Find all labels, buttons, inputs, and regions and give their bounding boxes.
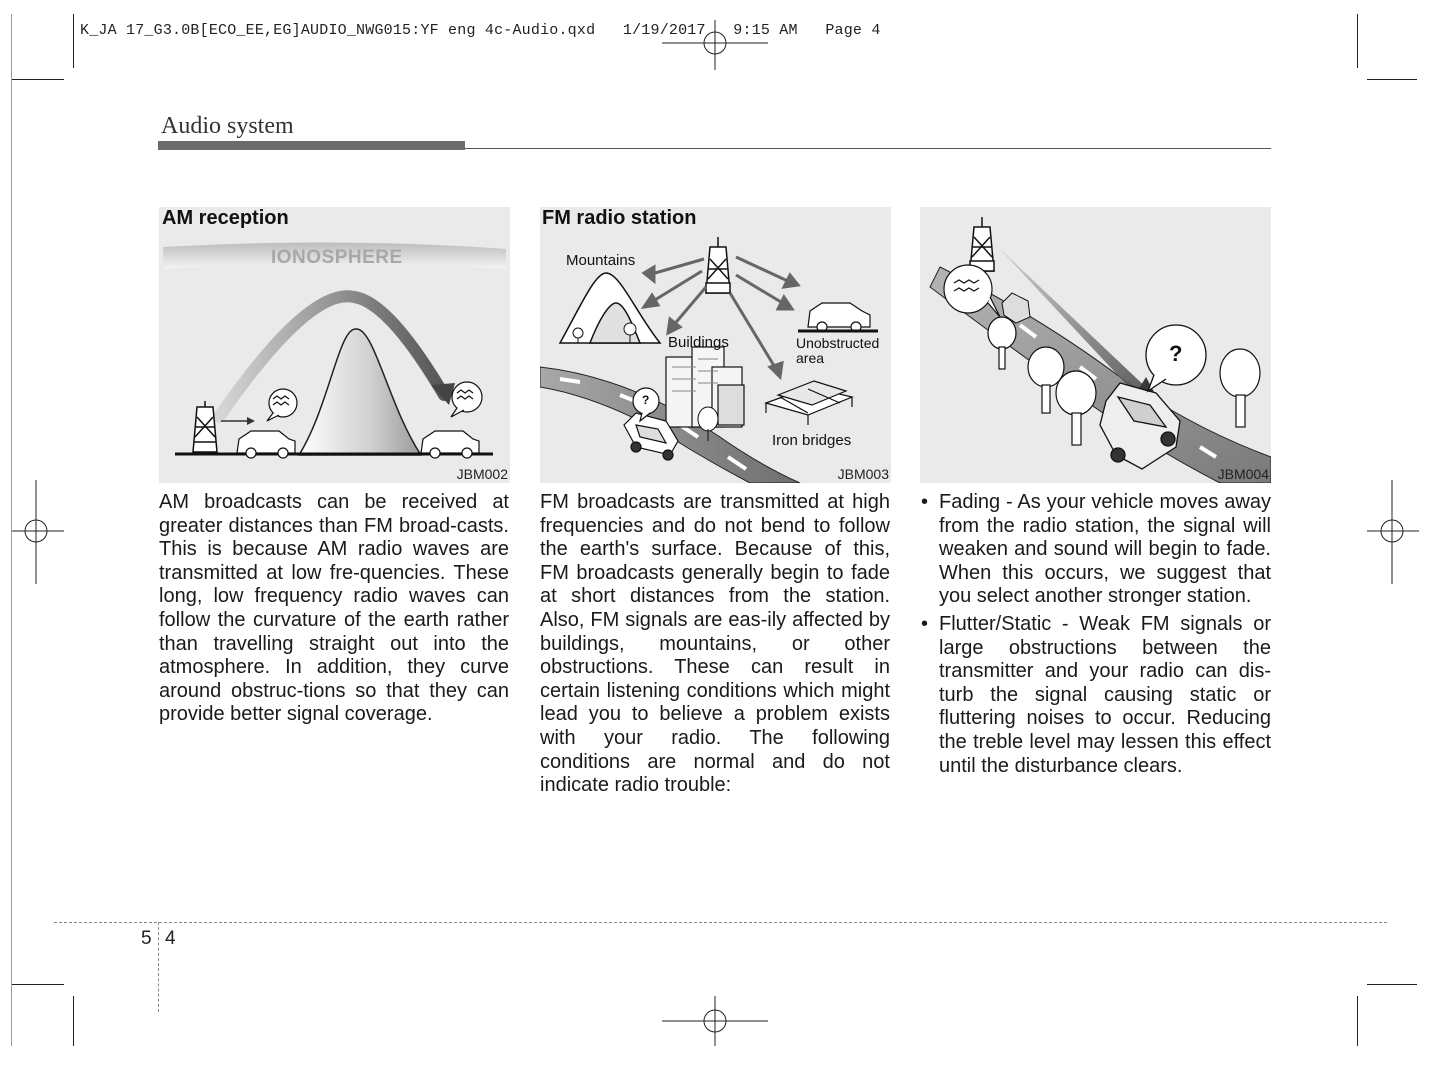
am-reception-paragraph: AM broadcasts can be received at greater distances than FM broad-casts. This is because AM radio waves are transmitted at low fre-quencies. These long, low frequency radio waves can follow the curvature of the earth rather than travelling straight out into the atmosphere. In addition, they curve around obstruc-tions so that they can provide better signal coverage. <box>159 491 509 726</box>
area-label: area <box>796 350 825 366</box>
fading-figure-code: JBM004 <box>1217 466 1269 482</box>
mountains-label: Mountains <box>566 252 636 269</box>
footer-dashed-divider <box>158 922 159 1012</box>
print-slug: K_JA 17_G3.0B[ECO_EE,EG]AUDIO_NWG015:YF eng 4c-Audio.qxd 1/19/2017 9:15 AM Page 4 <box>80 22 881 39</box>
fading-question-mark: ? <box>1169 341 1183 366</box>
crop-mark-top-right-h <box>1367 79 1417 80</box>
crop-mark-bottom-left-h <box>12 984 64 985</box>
fm-figure-title: FM radio station <box>542 207 697 229</box>
crop-mark-bottom-right-h <box>1367 984 1417 985</box>
crop-mark-top-left-h <box>12 79 64 80</box>
ionosphere-label: IONOSPHERE <box>271 247 403 268</box>
fading-illustration <box>920 207 1271 483</box>
fm-conditions-list <box>919 491 1271 782</box>
page-number: 4 <box>165 928 176 949</box>
registration-mark-left-icon <box>12 480 64 584</box>
am-reception-figure <box>159 207 510 483</box>
fm-radio-figure <box>540 207 891 483</box>
chapter-number: 5 <box>141 928 152 949</box>
am-figure-code: JBM002 <box>456 466 508 482</box>
crop-mark-bottom-left-v <box>73 996 74 1046</box>
registration-mark-bottom-icon <box>662 996 768 1046</box>
section-title: Audio system <box>161 113 294 139</box>
footer-dashed-rule <box>54 922 1387 923</box>
unobstructed-label: Unobstructed <box>796 335 880 351</box>
fading-figure <box>920 207 1271 483</box>
car-question-mark: ? <box>642 393 650 407</box>
fm-figure-code: JBM003 <box>837 466 889 482</box>
crop-mark-top-right-v <box>1357 14 1358 68</box>
registration-mark-top-icon <box>662 20 768 70</box>
list-item: • Fading - As your vehicle moves away from the radio station, the signal will weaken and sound will begin to fade. When this occurs, we suggest that you select another stronger station. <box>919 491 1271 609</box>
list-item: • Flutter/Static - Weak FM signals or large obstructions between the transmitter and your radio can dis-turb the signal causing static or fluttering noises to occur. Reducing the treble level may lessen this effect until the disturbance clears. <box>919 613 1271 778</box>
fm-radio-paragraph: FM broadcasts are transmitted at high frequencies and do not bend to follow the earth's surface. Because of this, FM broadcasts generally begin to fade at short distances from the station. Also, FM signals are eas-ily affected by buildings, mountains, or other obstructions. These can result in certain listening conditions which might lead you to believe a problem exists with your radio. The following conditions are normal and do not indicate radio trouble: <box>540 491 890 797</box>
crop-mark-top-left-v <box>73 14 74 68</box>
registration-mark-right-icon <box>1367 480 1419 584</box>
iron-bridges-label: Iron bridges <box>772 432 852 449</box>
section-title-rule <box>465 148 1271 149</box>
am-figure-title: AM reception <box>162 207 289 229</box>
crop-mark-bottom-right-v <box>1357 996 1358 1046</box>
section-title-bar <box>158 141 465 150</box>
buildings-label: Buildings <box>668 334 729 351</box>
